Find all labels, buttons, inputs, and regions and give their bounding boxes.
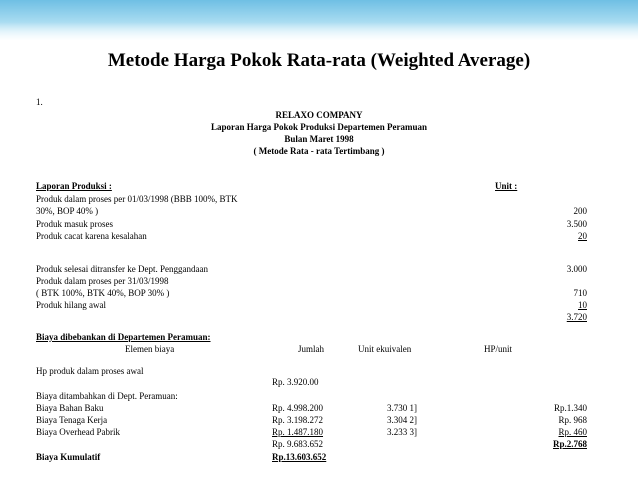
- cost-row-label: Biaya Tenaga Kerja: [36, 415, 108, 425]
- production-total-value: 3.720: [566, 312, 587, 322]
- cost-row-hp: Rp. 968: [558, 415, 587, 425]
- defect-value: 20: [578, 231, 587, 241]
- wip-begin-label-2: 30%, BOP 40% ): [36, 206, 99, 216]
- cost-row-units: 3.233 3]: [387, 427, 417, 437]
- col-eq-units-header: Unit ekuivalen: [358, 344, 412, 354]
- unit-heading: Unit :: [495, 181, 518, 191]
- cumulative-label: Biaya Kumulatif: [36, 452, 101, 462]
- cost-row-amount: Rp. 4.998.200: [272, 403, 324, 413]
- lost-label: Produk hilang awal: [36, 300, 106, 310]
- cost-row-units: 3.304 2]: [387, 415, 417, 425]
- transfer-label: Produk selesai ditransfer ke Dept. Penggandaan: [36, 264, 208, 274]
- added-costs-label: Biaya ditambahkan di Dept. Peramuan:: [36, 391, 178, 401]
- hp-wip-amount: Rp. 3.920.00: [272, 377, 319, 387]
- wip-end-label-2: ( BTK 100%, BTK 40%, BOP 30% ): [36, 288, 170, 298]
- production-heading: Laporan Produksi :: [36, 181, 112, 191]
- subtotal-amount: Rp. 9.683.652: [272, 439, 324, 449]
- header-gradient-highlight: [0, 22, 638, 40]
- cost-row-amount: Rp. 3.198.272: [272, 415, 324, 425]
- wip-end-value: 710: [573, 288, 587, 298]
- slide-title: Metode Harga Pokok Rata-rata (Weighted Average): [107, 50, 531, 71]
- item-number: 1.: [36, 97, 43, 107]
- input-label: Produk masuk proses: [36, 219, 113, 229]
- wip-end-label-1: Produk dalam proses per 31/03/1998: [36, 276, 169, 286]
- wip-begin-value: 200: [573, 206, 587, 216]
- cost-row-label: Biaya Bahan Baku: [36, 403, 104, 413]
- cost-row-units: 3.730 1]: [387, 403, 417, 413]
- input-value: 3.500: [566, 219, 587, 229]
- transfer-value: 3.000: [566, 264, 587, 274]
- lost-value: 10: [578, 300, 587, 310]
- cost-row-hp: Rp.1.340: [553, 403, 587, 413]
- col-element-header: Elemen biaya: [125, 344, 175, 354]
- wip-begin-label-1: Produk dalam proses per 01/03/1998 (BBB 100%, BTK: [36, 194, 238, 204]
- hp-wip-label: Hp produk dalam proses awal: [36, 366, 144, 376]
- report-period: Bulan Maret 1998: [284, 134, 354, 144]
- col-hp-unit-header: HP/unit: [484, 344, 513, 354]
- cost-row-label: Biaya Overhead Pabrik: [36, 427, 120, 437]
- report-method: ( Metode Rata - rata Tertimbang ): [253, 146, 385, 156]
- costs-heading: Biaya dibebankan di Departemen Peramuan:: [36, 332, 211, 342]
- cost-row-amount: Rp. 1.487.180: [272, 427, 324, 437]
- defect-label: Produk cacat karena kesalahan: [36, 231, 147, 241]
- cumulative-amount: Rp.13.603.652: [272, 452, 327, 462]
- company-name: RELAXO COMPANY: [275, 110, 363, 120]
- subtotal-hp: Rp.2.768: [552, 439, 587, 449]
- col-amount-header: Jumlah: [298, 344, 324, 354]
- cost-row-hp: Rp. 460: [558, 427, 587, 437]
- report-title: Laporan Harga Pokok Produksi Departemen Peramuan: [210, 122, 428, 132]
